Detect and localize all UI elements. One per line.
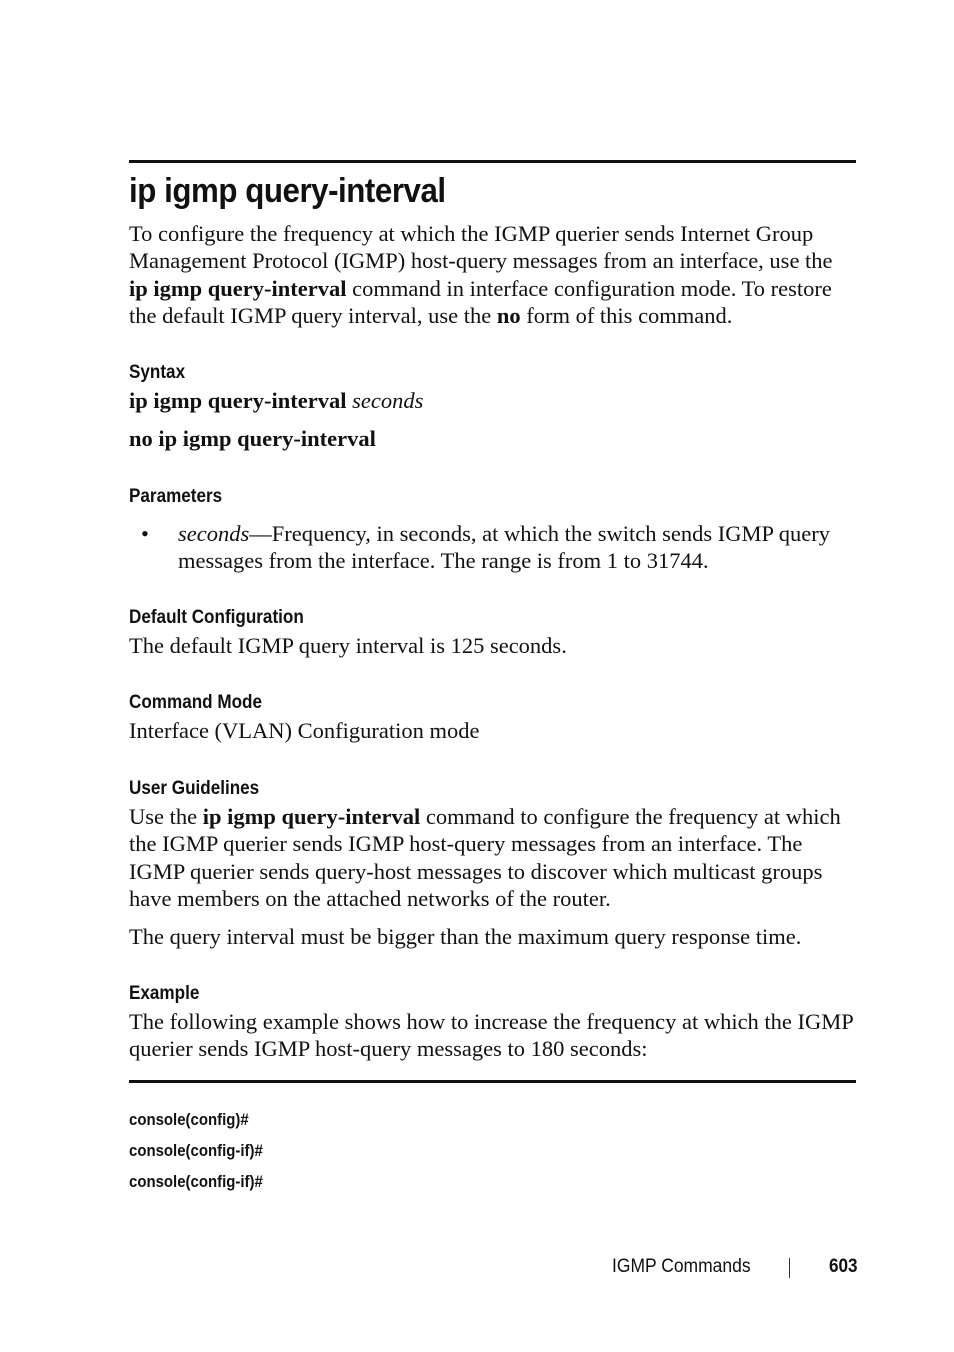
user-guidelines-paragraph-1 bbox=[129, 803, 856, 912]
parameter-name: seconds bbox=[178, 521, 250, 546]
guidelines-command: ip igmp query-interval bbox=[202, 804, 421, 829]
user-guidelines-heading: User Guidelines bbox=[129, 778, 260, 799]
code-rule bbox=[129, 1080, 856, 1083]
page-number: 603 bbox=[829, 1256, 858, 1277]
top-rule bbox=[129, 160, 856, 163]
code-line: console(config-if)# bbox=[129, 1141, 263, 1160]
syntax-line-1 bbox=[129, 387, 856, 414]
intro-text-1: To configure the frequency at which the IGMP querier sends Internet Group Management Protocol (IGMP) host-query messages from an interface, use the bbox=[129, 221, 833, 274]
user-guidelines-paragraph-2: The query interval must be bigger than the maximum query response time. bbox=[129, 924, 802, 949]
syntax-argument: seconds bbox=[352, 388, 424, 413]
command-mode-heading: Command Mode bbox=[129, 692, 263, 713]
syntax-command: ip igmp query-interval bbox=[129, 388, 347, 413]
guidelines-text-1: Use the bbox=[129, 804, 203, 829]
parameters-heading: Parameters bbox=[129, 486, 223, 507]
intro-no-keyword: no bbox=[496, 302, 521, 328]
footer-separator bbox=[789, 1258, 790, 1278]
intro-text-2: command in interface configuration mode. To restore the default IGMP query interval, use the bbox=[129, 275, 832, 328]
syntax-heading: Syntax bbox=[129, 362, 186, 383]
example-text: The following example shows how to increase the frequency at which the IGMP querier sends IGMP host-query messages to 180 seconds: bbox=[129, 1009, 853, 1062]
command-mode-text: Interface (VLAN) Configuration mode bbox=[129, 718, 480, 743]
default-config-text: The default IGMP query interval is 125 seconds. bbox=[129, 633, 567, 658]
syntax-line-2 bbox=[129, 425, 856, 452]
bullet-icon: • bbox=[141, 521, 149, 546]
guidelines-text-2: command to configure the frequency at which the IGMP querier sends IGMP host-query messages from an interface. The IGMP querier sends query-host messages to discover which multicast groups have members on the attached networks of the router. bbox=[129, 804, 841, 911]
parameter-desc-text: —Frequency, in seconds, at which the switch sends IGMP query messages from the interface. The range is from 1 to 31744. bbox=[178, 521, 830, 574]
default-config-heading: Default Configuration bbox=[129, 607, 304, 628]
example-heading: Example bbox=[129, 983, 200, 1004]
intro-command: ip igmp query-interval bbox=[129, 275, 347, 301]
code-line: console(config-if)# bbox=[129, 1172, 263, 1191]
code-line: console(config)# bbox=[129, 1110, 249, 1129]
intro-paragraph bbox=[129, 220, 856, 329]
intro-text-3: form of this command. bbox=[520, 302, 733, 328]
page-title: ip igmp query-interval bbox=[129, 172, 446, 210]
footer-section-name: IGMP Commands bbox=[612, 1256, 751, 1277]
parameter-description bbox=[178, 520, 858, 575]
syntax-no-command: no ip igmp query-interval bbox=[129, 426, 376, 451]
